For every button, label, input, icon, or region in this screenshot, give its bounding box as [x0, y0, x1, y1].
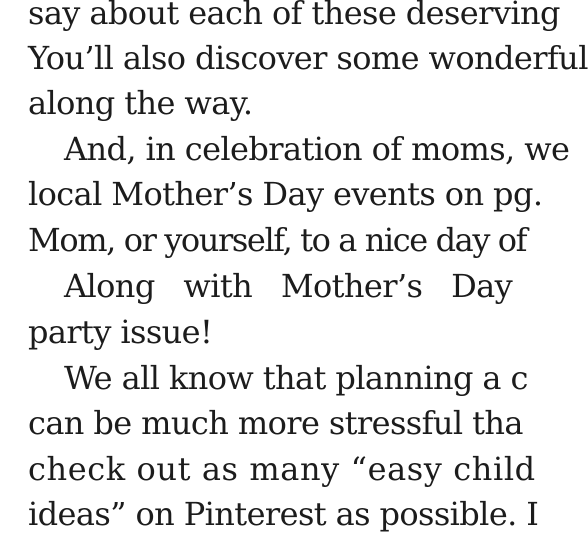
text-line-6: Mom, or yourself, to a nice day of [28, 221, 527, 259]
text-line-3: along the way. [28, 84, 253, 122]
paragraph-start-line: We all know that planning a c [64, 359, 528, 397]
text-line-5: local Mother’s Day events on pg. [28, 175, 543, 213]
text-line-12: ideas” on Pinterest as possible. I [28, 495, 539, 533]
text-line-2: You’ll also discover some wonderful [28, 39, 588, 77]
text-line-1: say about each of these deserving [28, 0, 560, 32]
text-line-8: party issue! [28, 313, 213, 351]
text-line-10: can be much more stressful tha [28, 404, 523, 442]
paragraph-start-line: And, in celebration of moms, we [64, 130, 570, 168]
text-line-11: check out as many “easy child [28, 450, 536, 488]
paragraph-start-line: Along with Mother’s Day [64, 267, 513, 305]
